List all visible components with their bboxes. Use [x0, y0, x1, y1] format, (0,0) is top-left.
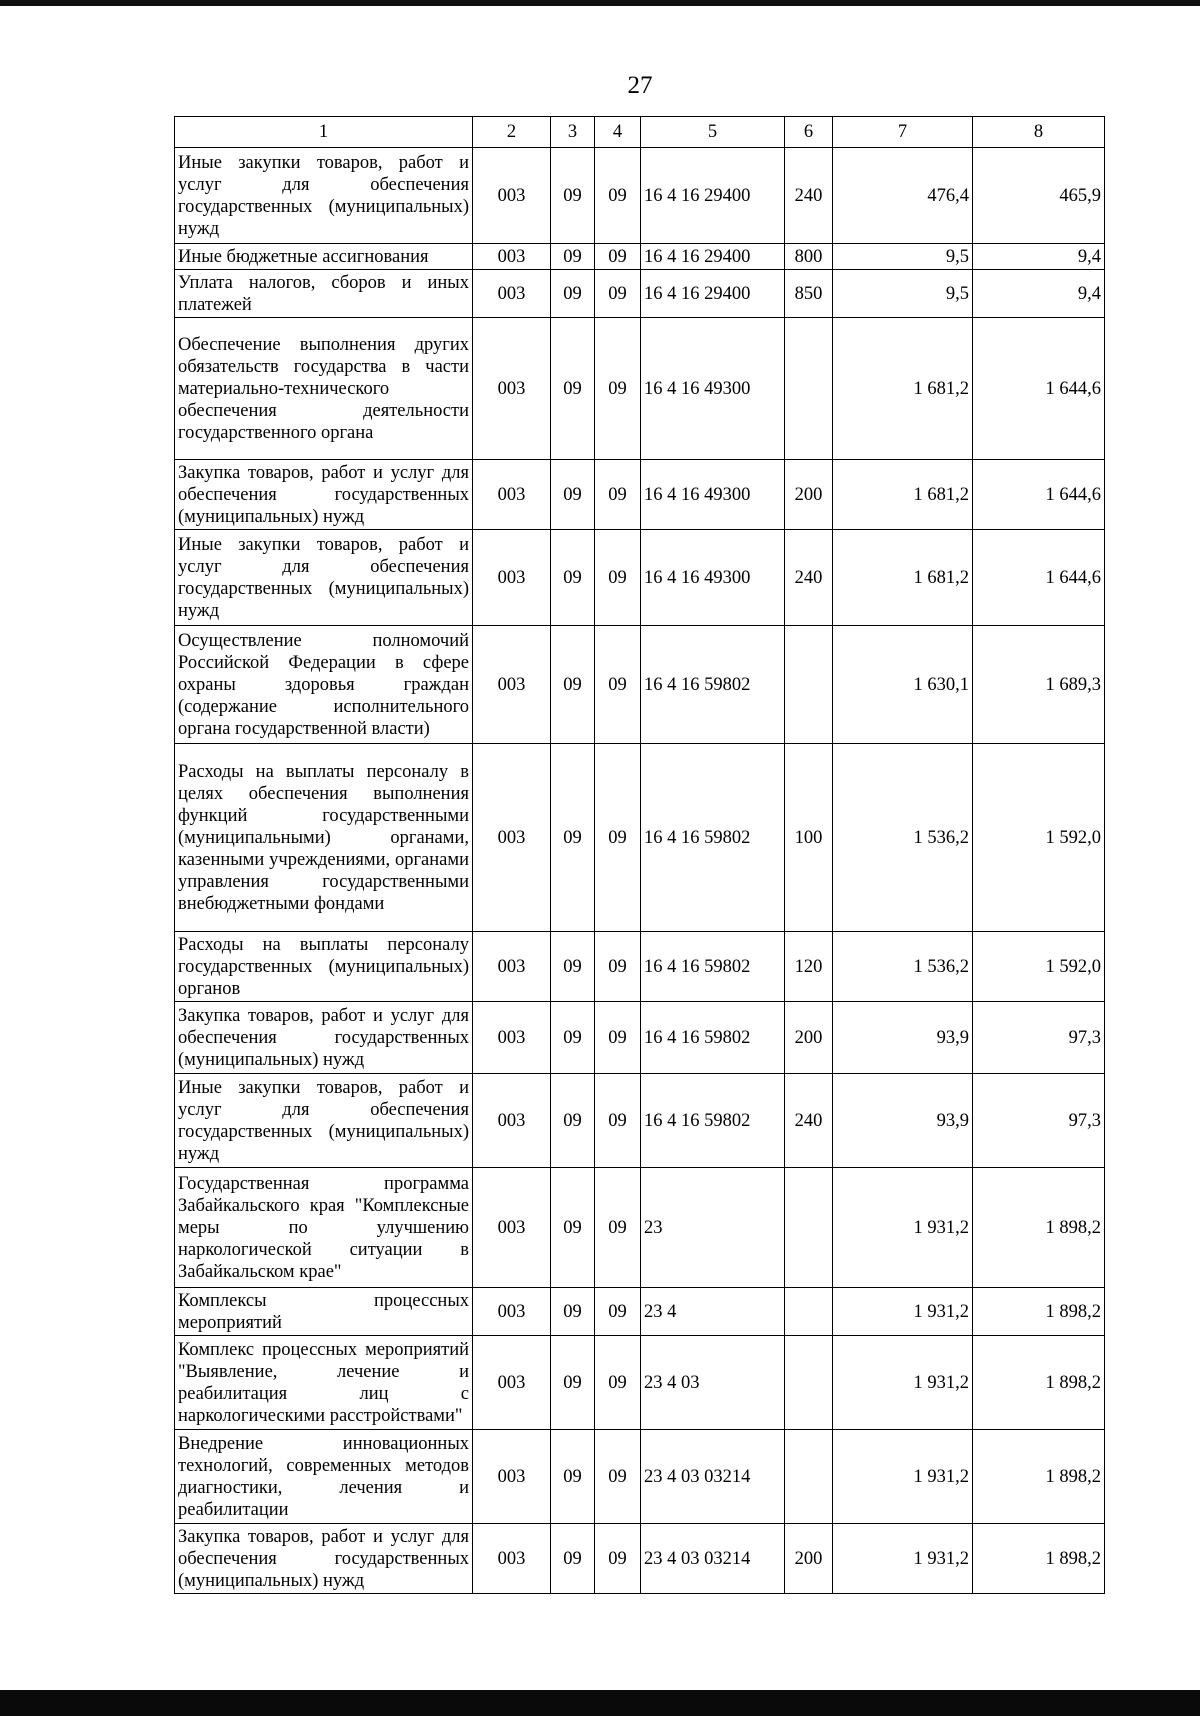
row-c4: 09	[595, 1336, 641, 1430]
row-c6: 240	[785, 148, 833, 244]
row-c3: 09	[551, 932, 595, 1002]
row-name: Иные закупки товаров, работ и услуг для обеспечения государственных (муниципальных) нужд	[175, 1074, 473, 1168]
row-c6: 800	[785, 244, 833, 270]
row-c3: 09	[551, 1430, 595, 1524]
row-name: Комплекс процессных мероприятий "Выявление, лечение и реабилитация лиц с наркологическими расстройствами"	[175, 1336, 473, 1430]
table-row	[175, 244, 1105, 270]
row-c4: 09	[595, 460, 641, 530]
row-c4: 09	[595, 626, 641, 744]
row-c5: 23 4 03 03214	[641, 1430, 785, 1524]
scan-top-edge	[0, 0, 1200, 6]
row-c7: 1 931,2	[833, 1430, 973, 1524]
row-c2: 003	[473, 1430, 551, 1524]
row-c8: 1 644,6	[973, 460, 1105, 530]
row-c4: 09	[595, 1074, 641, 1168]
row-c7: 1 931,2	[833, 1168, 973, 1288]
row-c2: 003	[473, 1336, 551, 1430]
row-c5: 16 4 16 49300	[641, 318, 785, 460]
row-c2: 003	[473, 1288, 551, 1336]
row-c2: 003	[473, 460, 551, 530]
table-row	[175, 932, 1105, 1002]
row-name: Иные бюджетные ассигнования	[175, 244, 473, 270]
column-header: 4	[595, 117, 641, 148]
row-name: Государственная программа Забайкальского края "Комплексные меры по улучшению наркологической ситуации в Забайкальском крае"	[175, 1168, 473, 1288]
row-c4: 09	[595, 1168, 641, 1288]
row-name: Закупка товаров, работ и услуг для обеспечения государственных (муниципальных) нужд	[175, 1524, 473, 1594]
row-c2: 003	[473, 626, 551, 744]
row-c6: 240	[785, 1074, 833, 1168]
table-row	[175, 744, 1105, 932]
row-c3: 09	[551, 1074, 595, 1168]
row-c5: 23	[641, 1168, 785, 1288]
budget-table	[174, 116, 1105, 1594]
row-c6	[785, 1168, 833, 1288]
table-row	[175, 1524, 1105, 1594]
row-c6: 200	[785, 1524, 833, 1594]
row-c5: 23 4 03 03214	[641, 1524, 785, 1594]
row-name: Осуществление полномочий Российской Федерации в сфере охраны здоровья граждан (содержание исполнительного органа государственной власти)	[175, 626, 473, 744]
row-c6	[785, 1336, 833, 1430]
row-c6: 200	[785, 460, 833, 530]
row-c6: 100	[785, 744, 833, 932]
column-header: 2	[473, 117, 551, 148]
row-c4: 09	[595, 148, 641, 244]
row-c7: 476,4	[833, 148, 973, 244]
row-name: Внедрение инновационных технологий, современных методов диагностики, лечения и реабилитации	[175, 1430, 473, 1524]
row-name: Иные закупки товаров, работ и услуг для обеспечения государственных (муниципальных) нужд	[175, 148, 473, 244]
table-row	[175, 1074, 1105, 1168]
row-c6	[785, 1288, 833, 1336]
row-c8: 1 898,2	[973, 1336, 1105, 1430]
row-c2: 003	[473, 1168, 551, 1288]
row-c7: 1 931,2	[833, 1336, 973, 1430]
row-name: Уплата налогов, сборов и иных платежей	[175, 270, 473, 318]
row-c6: 120	[785, 932, 833, 1002]
row-c7: 9,5	[833, 244, 973, 270]
row-c3: 09	[551, 1288, 595, 1336]
row-c6	[785, 1430, 833, 1524]
table-row	[175, 270, 1105, 318]
row-c3: 09	[551, 530, 595, 626]
table-row	[175, 1168, 1105, 1288]
row-c7: 1 931,2	[833, 1288, 973, 1336]
row-c5: 16 4 16 29400	[641, 270, 785, 318]
row-c7: 1 681,2	[833, 460, 973, 530]
row-c5: 16 4 16 59802	[641, 626, 785, 744]
row-c2: 003	[473, 1524, 551, 1594]
header-row	[175, 117, 1105, 148]
row-name: Комплексы процессных мероприятий	[175, 1288, 473, 1336]
row-c3: 09	[551, 744, 595, 932]
row-c4: 09	[595, 270, 641, 318]
row-c8: 9,4	[973, 270, 1105, 318]
row-c4: 09	[595, 1288, 641, 1336]
row-c7: 1 630,1	[833, 626, 973, 744]
row-c3: 09	[551, 1168, 595, 1288]
row-c2: 003	[473, 244, 551, 270]
column-header: 6	[785, 117, 833, 148]
row-c7: 9,5	[833, 270, 973, 318]
row-c7: 1 931,2	[833, 1524, 973, 1594]
row-c7: 1 536,2	[833, 744, 973, 932]
table-row	[175, 1288, 1105, 1336]
row-c4: 09	[595, 1430, 641, 1524]
row-name: Закупка товаров, работ и услуг для обеспечения государственных (муниципальных) нужд	[175, 1002, 473, 1074]
row-c5: 16 4 16 59802	[641, 744, 785, 932]
scan-bottom-edge	[0, 1690, 1200, 1716]
table-row	[175, 626, 1105, 744]
row-c6: 240	[785, 530, 833, 626]
row-c8: 97,3	[973, 1002, 1105, 1074]
row-c3: 09	[551, 244, 595, 270]
row-c7: 1 681,2	[833, 530, 973, 626]
page-number: 27	[627, 72, 653, 99]
row-c2: 003	[473, 148, 551, 244]
column-header: 1	[175, 117, 473, 148]
row-name: Обеспечение выполнения других обязательств государства в части материально-технического обеспечения деятельности государственного органа	[175, 318, 473, 460]
row-c3: 09	[551, 270, 595, 318]
column-header: 5	[641, 117, 785, 148]
row-c2: 003	[473, 1074, 551, 1168]
row-c4: 09	[595, 1002, 641, 1074]
row-c5: 16 4 16 49300	[641, 530, 785, 626]
row-c4: 09	[595, 244, 641, 270]
row-name: Иные закупки товаров, работ и услуг для обеспечения государственных (муниципальных) нужд	[175, 530, 473, 626]
row-c3: 09	[551, 626, 595, 744]
column-header: 3	[551, 117, 595, 148]
row-c2: 003	[473, 530, 551, 626]
table-row	[175, 460, 1105, 530]
row-c8: 1 644,6	[973, 530, 1105, 626]
row-c5: 16 4 16 59802	[641, 1002, 785, 1074]
row-c8: 1 644,6	[973, 318, 1105, 460]
row-c6: 200	[785, 1002, 833, 1074]
row-c5: 16 4 16 29400	[641, 244, 785, 270]
table-row	[175, 148, 1105, 244]
row-c8: 1 592,0	[973, 932, 1105, 1002]
column-header: 7	[833, 117, 973, 148]
row-c3: 09	[551, 1524, 595, 1594]
row-c7: 93,9	[833, 1002, 973, 1074]
table-row	[175, 318, 1105, 460]
row-c8: 97,3	[973, 1074, 1105, 1168]
row-name: Расходы на выплаты персоналу государственных (муниципальных) органов	[175, 932, 473, 1002]
row-c8: 1 898,2	[973, 1524, 1105, 1594]
row-c6	[785, 318, 833, 460]
row-c4: 09	[595, 530, 641, 626]
row-c5: 16 4 16 49300	[641, 460, 785, 530]
row-c5: 23 4 03	[641, 1336, 785, 1430]
row-c4: 09	[595, 744, 641, 932]
row-c2: 003	[473, 932, 551, 1002]
row-c7: 1 536,2	[833, 932, 973, 1002]
row-c2: 003	[473, 318, 551, 460]
row-c3: 09	[551, 148, 595, 244]
table-row	[175, 1336, 1105, 1430]
table-row	[175, 1430, 1105, 1524]
row-c2: 003	[473, 270, 551, 318]
row-c8: 1 689,3	[973, 626, 1105, 744]
row-c3: 09	[551, 1002, 595, 1074]
row-c8: 1 898,2	[973, 1168, 1105, 1288]
row-c8: 1 898,2	[973, 1430, 1105, 1524]
row-c7: 93,9	[833, 1074, 973, 1168]
row-c4: 09	[595, 318, 641, 460]
row-c2: 003	[473, 1002, 551, 1074]
row-c8: 1 898,2	[973, 1288, 1105, 1336]
row-c5: 16 4 16 29400	[641, 148, 785, 244]
row-c8: 9,4	[973, 244, 1105, 270]
row-c3: 09	[551, 318, 595, 460]
column-header: 8	[973, 117, 1105, 148]
row-c4: 09	[595, 1524, 641, 1594]
row-c3: 09	[551, 1336, 595, 1430]
row-c2: 003	[473, 744, 551, 932]
row-c5: 23 4	[641, 1288, 785, 1336]
row-c7: 1 681,2	[833, 318, 973, 460]
row-c5: 16 4 16 59802	[641, 932, 785, 1002]
row-c8: 1 592,0	[973, 744, 1105, 932]
row-c5: 16 4 16 59802	[641, 1074, 785, 1168]
row-c6: 850	[785, 270, 833, 318]
table-row	[175, 1002, 1105, 1074]
row-c6	[785, 626, 833, 744]
table-row	[175, 530, 1105, 626]
row-name: Закупка товаров, работ и услуг для обеспечения государственных (муниципальных) нужд	[175, 460, 473, 530]
row-c4: 09	[595, 932, 641, 1002]
row-name: Расходы на выплаты персоналу в целях обеспечения выполнения функций государственными (муниципальными) органами, казенными учреждениями, органами управления государственными внебюджетными фондами	[175, 744, 473, 932]
row-c8: 465,9	[973, 148, 1105, 244]
row-c3: 09	[551, 460, 595, 530]
